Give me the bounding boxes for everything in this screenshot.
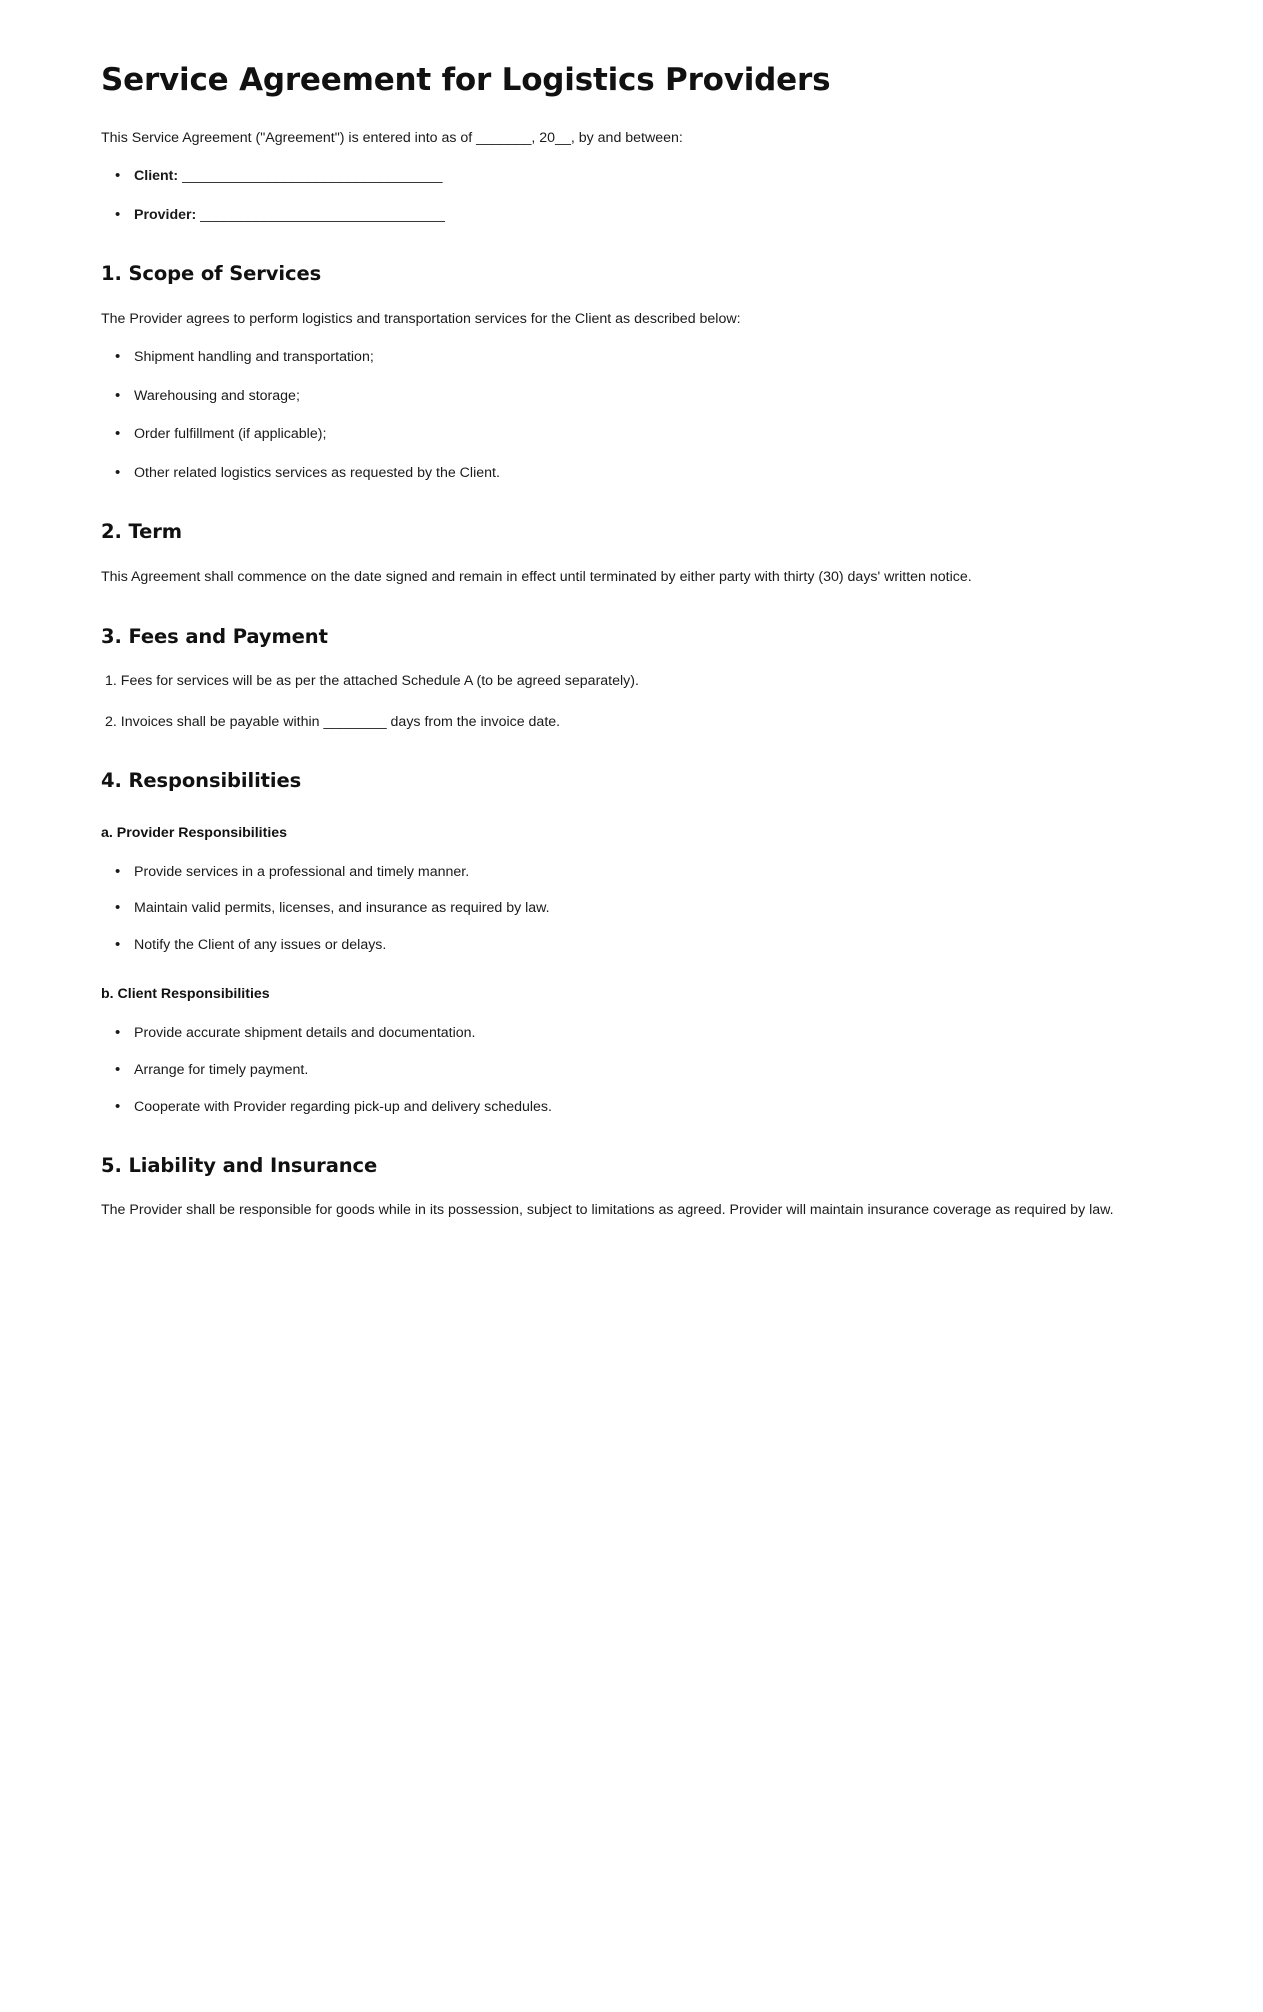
agreement-intro-paragraph: This Service Agreement ("Agreement") is entered into as of _______, 20__, by and between: (101, 129, 683, 146)
list-item-provider (101, 205, 1163, 226)
section-heading-responsibilities: 4. Responsibilities (101, 769, 302, 793)
parties-list (101, 166, 1163, 225)
list-item: • Provide services in a professional and timely manner. (101, 862, 1163, 883)
list-item: • Maintain valid permits, licenses, and insurance as required by law. (101, 898, 1163, 919)
list-item (101, 712, 1163, 733)
list-item: • Arrange for timely payment. (101, 1060, 1163, 1081)
fees-and-payment-items (101, 671, 1163, 732)
list-item: • Notify the Client of any issues or delays. (101, 935, 1163, 956)
provider-responsibilities-bullets (101, 862, 1163, 956)
scope-of-services-bullets (101, 347, 1163, 483)
list-item-text: Invoices shall be payable within ________ days from the invoice date. (120, 713, 561, 730)
section-paragraph-term: This Agreement shall commence on the date signed and remain in effect until terminated by either party with thirty (30) days' written notice. (101, 568, 972, 585)
party-blank-provider[interactable]: _______________________________ (196, 206, 445, 223)
list-item: • Warehousing and storage; (101, 386, 1163, 407)
client-responsibilities-bullets (101, 1023, 1163, 1117)
list-item: • Shipment handling and transportation; (101, 347, 1163, 368)
party-label-client: Client: (134, 168, 179, 185)
list-item-client (101, 166, 1163, 187)
subsection-heading-client-responsibilities: b. Client Responsibilities (101, 986, 270, 1003)
section-intro-scope-of-services: The Provider agrees to perform logistics and transportation services for the Client as described below: (101, 310, 741, 327)
page-title: Service Agreement for Logistics Providers (101, 62, 831, 98)
section-heading-term: 2. Term (101, 520, 182, 544)
section-heading-scope-of-services: 1. Scope of Services (101, 262, 322, 286)
section-paragraph-liability-and-insurance: The Provider shall be responsible for goods while in its possession, subject to limitations as agreed. Provider will maintain insurance coverage as required by law. (101, 1202, 1114, 1219)
list-item (101, 671, 1163, 692)
list-item-marker: 2. (105, 713, 117, 730)
list-item-marker: 1. (105, 673, 117, 690)
list-item: • Other related logistics services as requested by the Client. (101, 463, 1163, 484)
page-blank-area (0, 1285, 1263, 2012)
list-item: • Order fulfillment (if applicable); (101, 424, 1163, 445)
section-heading-fees-and-payment: 3. Fees and Payment (101, 624, 328, 648)
list-item: • Provide accurate shipment details and documentation. (101, 1023, 1163, 1044)
list-item-text: Fees for services will be as per the attached Schedule A (to be agreed separately). (120, 673, 639, 690)
party-label-provider: Provider: (134, 206, 197, 223)
subsection-heading-provider-responsibilities: a. Provider Responsibilities (101, 824, 288, 841)
party-blank-client[interactable]: _________________________________ (178, 168, 443, 185)
list-item: • Cooperate with Provider regarding pick-up and delivery schedules. (101, 1097, 1163, 1118)
section-heading-liability-and-insurance: 5. Liability and Insurance (101, 1154, 378, 1178)
